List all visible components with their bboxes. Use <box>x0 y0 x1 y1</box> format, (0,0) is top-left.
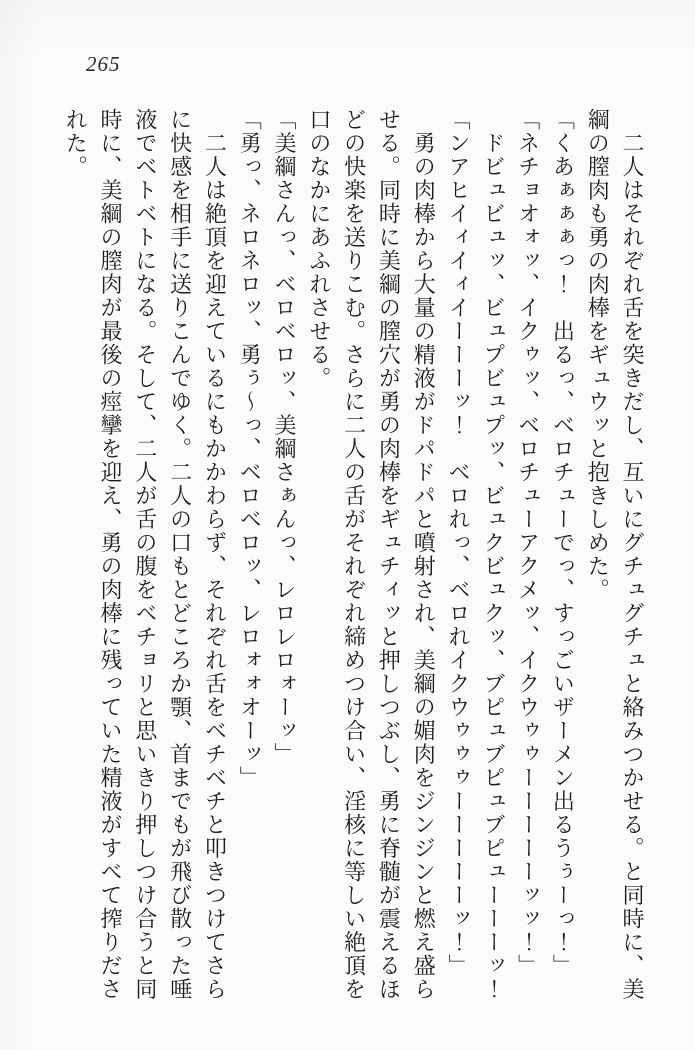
text-block <box>57 108 649 1004</box>
text-paragraph: ドビュビュッ、ビュプビュプッ、ビュクビュクッ、ブピュブピュブピューーーッ！ <box>480 108 506 1001</box>
text-paragraph: 「ンアヒイィイィイーーーッ！ ベロれっ、ベロれイクウゥゥゥーーーーーッ！」 <box>446 108 472 978</box>
text-paragraph: 勇の肉棒から大量の精液がドパドパと噴射され、美綱の媚肉をジンジンと燃え盛らせる。同時に美綱の膣穴が勇の肉棒をギュチィッと押しつぶし、勇に脊髄が震えるほどの快楽を送りこむ。さらに二人の舌がそれぞれ締めつけ合い、淫核に等しい絶頂を口のなかにあふれさせる。 <box>306 108 437 1001</box>
text-paragraph: 二人はそれぞれ舌を突きだし、互いにグチュグチュと絡みつかせる。と同時に、美綱の膣肉も勇の肉棒をギュウッと抱きしめた。 <box>585 108 645 1001</box>
text-paragraph: 「勇っ、ネロネロッ、勇ぅ～っ、ベロベロッ、レロォォオーッ」 <box>237 108 263 790</box>
text-paragraph: 「ネチョオォッ、イクゥッ、ベロチューアクメッ、イクウゥゥーーーーーッッ！」 <box>515 108 541 978</box>
text-paragraph: 二人は絶頂を迎えているにもかかわらず、それぞれ舌をベチベチと叩きつけてさらに快感を相手に送りこんでゆく。二人の口もとどころか顎、首までもが飛び散った唾液でベトベトになる。そして、二人が舌の腹をベチョリと思いきり押しつけ合うと同時に、美綱の膣肉が最後の痙攣を迎え、勇の肉棒に残っていた精液がすべて搾りだされた。 <box>63 108 228 1001</box>
text-paragraph: 「くあぁぁぁっ！ 出るっ、ベロチューでっ、すっごいザーメン出るうぅーっ！」 <box>550 108 576 978</box>
text-paragraph: 「美綱さんっ、ベロベロッ、美綱さぁんっ、レロレロォーッ」 <box>272 108 298 766</box>
page-number: 265 <box>86 52 121 76</box>
